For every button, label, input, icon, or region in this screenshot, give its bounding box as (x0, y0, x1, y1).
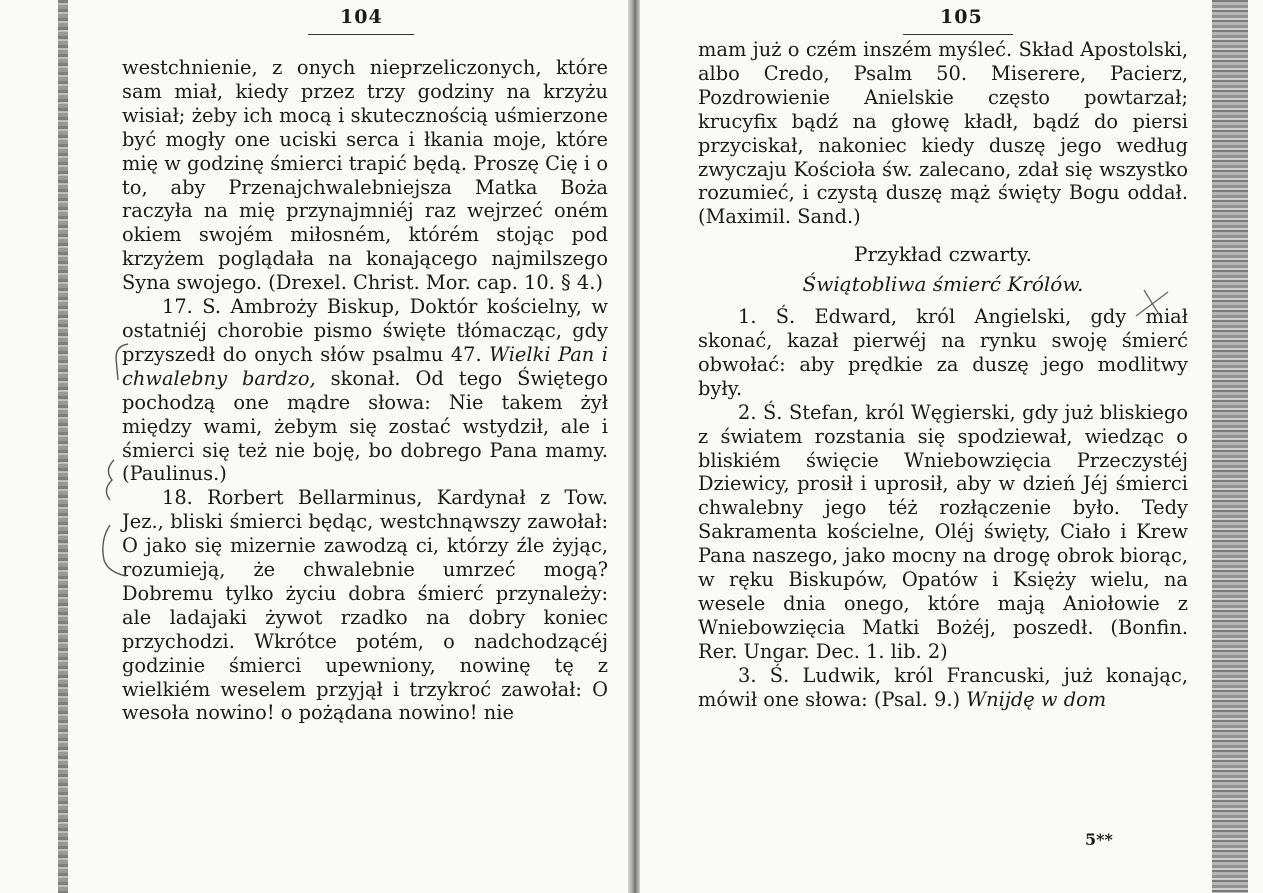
paragraph (122, 56, 608, 295)
text-run: mam już o czém inszém myśleć. Skład Apostolski, albo Credo, Psalm 50. Miserere, Pacierz, Pozdrowienie Anielskie często powtarzał; krucyfix bądź na głowę kładł, bądź do piersi przyciskał, nakoniec kiedy duszę jego według zwyczaju Kościoła św. zalecano, zdał się wszystko rozumieć, i czystą duszę mąż święty Bogu oddał. (Maximil. Sand.) (698, 38, 1188, 229)
italic-text: Wnijdę w dom (966, 687, 1107, 711)
paragraph (122, 486, 608, 725)
section-heading: Przykład czwarty. (854, 242, 1032, 267)
text-run: 18. Rorbert Bellarminus, Kardynał z Tow. Jez., bliski śmierci będąc, westchnąwszy zawołał: O jako się mizernie zawodzą ci, którzy źle żyjąc, rozumieją, że chwalebnie umrzeć mogą? Dobremu tylko życiu dobra śmierć przynależy: ale ladajaki żywot rzadko na dobry koniec przychodzi. Wkrótce potém, o nadchodzącéj godzinie śmierci upewniony, nowinę tę z wielkiém weselem przyjął i trzykroć zawołał: O wesoła nowino! o pożądana nowino! nie (122, 486, 608, 725)
pencil-cross-mark (1132, 282, 1172, 322)
section-subheading: Świątobliwa śmierć Królów. (802, 272, 1084, 297)
paragraph (698, 38, 1188, 229)
right-page-body (698, 38, 1188, 711)
book-gutter (628, 0, 640, 893)
text-run: 3. Ś. Ludwik, król Francuski, już konając, mówił one słowa: (Psal. 9.) (698, 663, 1188, 711)
left-page-body (122, 56, 608, 725)
paragraph (122, 295, 608, 486)
right-bottom-paragraphs (698, 305, 1188, 711)
italic-text: Wielki Pan i chwalebny bardzo, (122, 342, 608, 390)
text-run: 17. S. Ambroży Biskup, Doktór kościelny, w ostatniéj chorobie pismo święte tłómacząc, gdy przyszedł do onych słów psalmu 47. (122, 295, 608, 366)
header-rule (308, 34, 414, 35)
paragraph (698, 401, 1188, 664)
page-edge-shadow (58, 0, 68, 893)
left-page (0, 0, 628, 893)
right-page (640, 0, 1263, 893)
text-run: 1. Ś. Edward, król Angielski, gdy miał skonać, kazał pierwéj na rynku swoję śmierć obwołać: aby prędkie za duszę jego modlitwy były. (698, 305, 1188, 400)
text-run: skonał. Od tego Świętego pochodzą one mądre słowa: Nie takem żył między wami, żebym się zostać wstydził, ale i śmierci się też nie boję, bo dobrego Pana mamy. (Paulinus.) (122, 366, 608, 486)
signature-mark: 5** (1085, 830, 1113, 849)
text-run: 2. Ś. Stefan, król Węgierski, gdy już bliskiego z światem rozstania się spodziewał, wiedząc o bliskiém święcie Wniebowzięcia Przeczystéj Dziewicy, prosił i uprosił, aby w dzień Jéj śmierci chwalebny jego téż rozłączenie było. Tedy Sakramenta kościelne, Oléj święty, Ciało i Krew Pana naszego, jako mocny na drogę obrok biorąc, w ręku Biskupów, Opatów i Księży wielu, na wesele dnia onego, które mają Aniołowie z Wniebowzięcia Matki Bożéj, poszedł. (Bonfin. Rer. Ungar. Dec. 1. lib. 2) (698, 400, 1188, 663)
text-run: westchnienie, z onych nieprzeliczonych, które sam miał, kiedy przez trzy godziny na krzyżu wisiał; żeby ich mocą i skutecznością uśmierzone być mogły one uciski serca i łkania moje, które mię w godzinę śmierci trapić będą. Proszę Cię i o to, aby Przenajchwalebniejsza Matka Boża raczyła na mię przynajmniéj raz wejrzeć oném okiem swojém miłosném, którém stojąc pod krzyżem poglądała na konającego najmilszego Syna swojego. (Drexel. Christ. Mor. cap. 10. § 4.) (122, 56, 608, 295)
paragraph (698, 664, 1188, 712)
page-edge-shadow (1212, 0, 1248, 893)
right-top-paragraphs (698, 38, 1188, 229)
header-rule (903, 34, 1013, 35)
page-number: 104 (340, 6, 383, 28)
page-number: 105 (940, 6, 983, 28)
paragraph (698, 305, 1188, 401)
pencil-bracket-mark (92, 340, 132, 590)
